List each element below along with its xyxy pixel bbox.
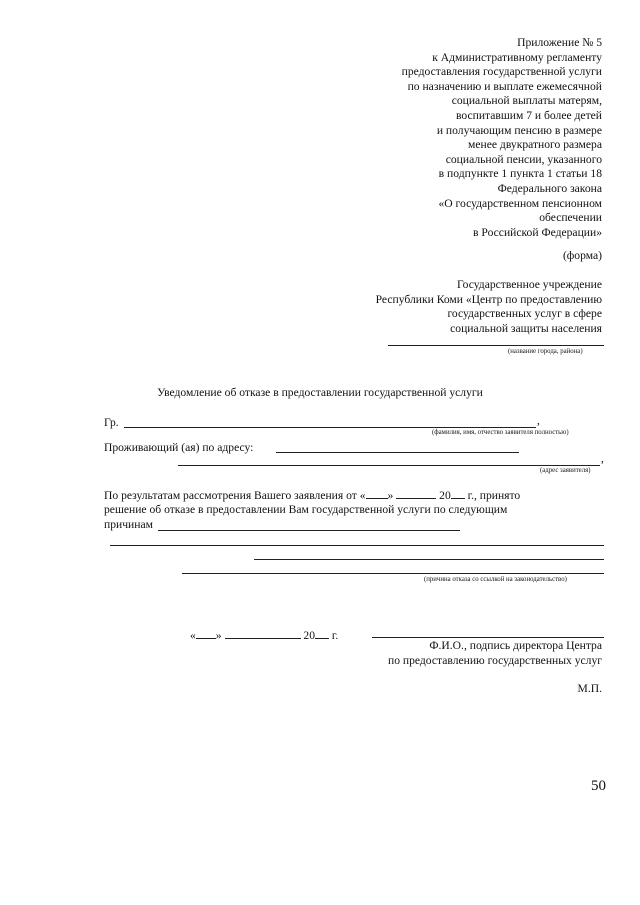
appendix-line: Приложение № 5 <box>517 36 602 49</box>
appendix-line: и получающим пенсию в размере <box>436 123 602 137</box>
appendix-line: в Российской Федерации» <box>473 225 602 239</box>
reason-line-3 <box>182 573 604 574</box>
appendix-line: воспитавшим 7 и более детей <box>455 108 602 122</box>
citizen-caption: (фамилия, имя, отчество заявителя полностью) <box>432 429 569 436</box>
body-text: г., принято <box>464 489 521 502</box>
day-blank <box>366 488 388 499</box>
date-text: 20 <box>303 629 315 642</box>
sign-day-blank <box>196 628 216 639</box>
signature-line <box>372 637 604 638</box>
institution-line: социальной защиты населения <box>450 321 602 335</box>
body-line-2: решение об отказе в предоставлении Вам государственной услуги по следующим <box>104 503 508 516</box>
date-text: » <box>215 629 222 642</box>
address-label: Проживающий (ая) по адресу: <box>104 441 254 454</box>
director-line-1: Ф.И.О., подпись директора Центра <box>429 639 602 652</box>
body-text: 20 <box>439 489 451 502</box>
address-comma: , <box>601 452 604 465</box>
appendix-line: «О государственном пенсионном <box>438 196 602 210</box>
citizen-name-line <box>124 427 536 428</box>
body-line-3: причинам <box>104 518 153 531</box>
year-blank <box>451 488 465 499</box>
month-blank <box>396 488 436 499</box>
signature-date <box>190 628 338 643</box>
appendix-line: в подпункте 1 пункта 1 статьи 18 <box>438 167 602 181</box>
body-text: По результатам рассмотрения Вашего заявления от « <box>104 489 366 502</box>
appendix-line: по назначению и выплате ежемесячной <box>407 79 602 93</box>
appendix-line: социальной выплаты матерям, <box>451 94 602 108</box>
address-line-1 <box>276 452 519 453</box>
form-label: (форма) <box>562 249 602 262</box>
sign-year-blank <box>315 628 329 639</box>
sign-month-blank <box>225 628 301 639</box>
appendix-line: социальной пенсии, указанного <box>445 152 602 166</box>
institution-block <box>376 278 602 336</box>
appendix-line: обеспечении <box>539 211 602 225</box>
page-number: 50 <box>591 778 606 794</box>
appendix-line: Федерального закона <box>497 181 602 195</box>
reason-line-2 <box>254 559 604 560</box>
city-district-line <box>388 345 604 346</box>
stamp-label: М.П. <box>577 682 602 695</box>
reason-caption: (причина отказа со ссылкой на законодательство) <box>424 576 567 583</box>
body-line-1 <box>104 488 520 503</box>
date-text: « <box>190 629 196 642</box>
citizen-label: Гр. <box>104 416 119 429</box>
appendix-line: менее двукратного размера <box>468 138 602 152</box>
institution-line: государственных услуг в сфере <box>447 307 602 321</box>
reason-line-0 <box>158 530 460 531</box>
reason-line-1 <box>110 545 604 546</box>
city-district-caption: (название города, района) <box>508 348 583 355</box>
institution-line: Государственное учреждение <box>456 278 602 291</box>
date-text: г. <box>329 629 339 642</box>
director-line-2: по предоставлению государственных услуг <box>388 654 602 667</box>
institution-line: Республики Коми «Центр по предоставлению <box>375 292 602 306</box>
appendix-block <box>402 36 602 240</box>
address-caption: (адрес заявителя) <box>540 467 591 474</box>
citizen-comma: , <box>537 414 540 427</box>
document-title: Уведомление об отказе в предоставлении государственной услуги <box>157 386 483 399</box>
appendix-line: предоставления государственной услуги <box>401 65 602 79</box>
address-line-2 <box>178 465 600 466</box>
body-text: » <box>387 489 394 502</box>
appendix-line: к Административному регламенту <box>432 50 602 64</box>
